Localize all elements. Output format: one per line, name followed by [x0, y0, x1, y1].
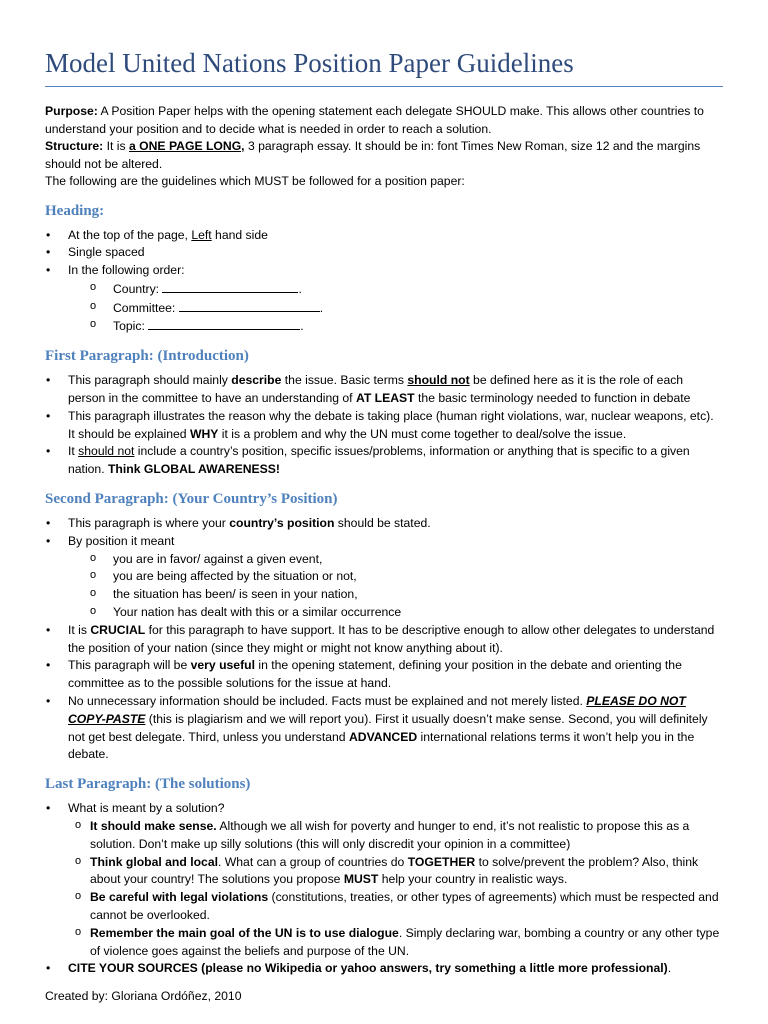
first-paragraph-title: First Paragraph: (Introduction): [45, 348, 249, 365]
list-item: o the situation has been/ is seen in your nation,: [45, 586, 723, 604]
list-item: • By position it meant: [45, 533, 723, 551]
page-title: Model United Nations Position Paper Guidelines: [45, 48, 574, 78]
position-meaning-list: [45, 551, 723, 622]
second-paragraph-list: [45, 515, 723, 551]
last-paragraph-title: Last Paragraph: (The solutions): [45, 776, 251, 793]
heading-section-title: Heading:: [45, 202, 105, 219]
list-item: o you are in favor/ against a given event,: [45, 551, 723, 569]
list-item: o Your nation has dealt with this or a similar occurrence: [45, 604, 723, 622]
structure-paragraph: Structure: It is a ONE PAGE LONG, 3 paragraph essay. It should be in: font Times New Roman, size 12 and the margins should not be altered.: [45, 139, 701, 171]
heading-order-list: [45, 280, 723, 336]
first-paragraph-list: [45, 372, 723, 479]
solution-criteria-list: [45, 818, 723, 960]
purpose-paragraph: Purpose: A Position Paper helps with the opening statement each delegate SHOULD make. This allows other countries to understand your position and to decide what is needed in order to reach a solution.: [45, 104, 704, 136]
guidelines-paragraph: The following are the guidelines which MUST be followed for a position paper:: [45, 174, 465, 188]
list-item: o you are being affected by the situation or not,: [45, 568, 723, 586]
second-paragraph-title: Second Paragraph: (Your Country’s Position): [45, 491, 338, 508]
heading-list: [45, 227, 723, 280]
list-item: • Single spaced: [45, 244, 723, 262]
footer-credit: Created by: Gloriana Ordóñez, 2010: [45, 989, 242, 1003]
list-item: • It should not include a country’s position, specific issues/problems, information or anything that is specific to a given nation. Think GLOBAL AWARENESS!: [45, 443, 723, 479]
list-item: • This paragraph should mainly describe the issue. Basic terms should not be defined here as it is the role of each person in the committee to have an understanding of AT LEAST the basic terminology needed to function in debate: [45, 372, 723, 408]
list-item: o Remember the main goal of the UN is to use dialogue. Simply declaring war, bombing a country or any other type of violence goes against the beliefs and purpose of the UN.: [45, 925, 723, 961]
second-paragraph-list-cont: [45, 622, 723, 764]
title-rule: [45, 86, 723, 87]
list-item: • This paragraph is where your country’s position should be stated.: [45, 515, 723, 533]
list-item: • No unnecessary information should be included. Facts must be explained and not merely listed. PLEASE DO NOT COPY-PASTE (this is plagiarism and we will report you). First it usually doesn’t make sense. Second, you will definitely not get best delegate. Third, unless you understand ADVANCED international relations terms it won’t help you in the debate.: [45, 693, 723, 764]
list-item: • What is meant by a solution?: [45, 800, 723, 818]
list-item: • This paragraph illustrates the reason why the debate is taking place (human right violations, war, nuclear weapons, etc). It should be explained WHY it is a problem and why the UN must come together to deal/solve the issue.: [45, 408, 723, 444]
list-item: • CITE YOUR SOURCES (please no Wikipedia or yahoo answers, try something a little more professional).: [45, 960, 723, 978]
list-item: o It should make sense. Although we all wish for poverty and hunger to end, it’s not realistic to propose this as a solution. Don’t make up silly solutions (this will only discredit your opinion in a committee): [45, 818, 723, 854]
last-paragraph-list: [45, 800, 723, 818]
last-paragraph-list-cont: [45, 960, 723, 978]
list-item: o Think global and local. What can a group of countries do TOGETHER to solve/prevent the problem? Also, think about your country! The solutions you propose MUST help your country in realistic ways.: [45, 854, 723, 890]
country-line: o Country: .: [45, 280, 723, 299]
list-item: • This paragraph will be very useful in the opening statement, defining your position in the debate and orienting the committee as to the possible solutions for the issue at hand.: [45, 657, 723, 693]
topic-line: o Topic: .: [45, 317, 723, 336]
list-item: • At the top of the page, Left hand side: [45, 227, 723, 245]
document-page: [45, 40, 723, 978]
list-item: • It is CRUCIAL for this paragraph to have support. It has to be descriptive enough to allow other delegates to understand the position of your nation (since they might or might not know anything about it).: [45, 622, 723, 658]
list-item: • In the following order:: [45, 262, 723, 280]
list-item: o Be careful with legal violations (constitutions, treaties, or other types of agreements) which must be respected and cannot be overlooked.: [45, 889, 723, 925]
committee-line: o Committee: .: [45, 299, 723, 318]
